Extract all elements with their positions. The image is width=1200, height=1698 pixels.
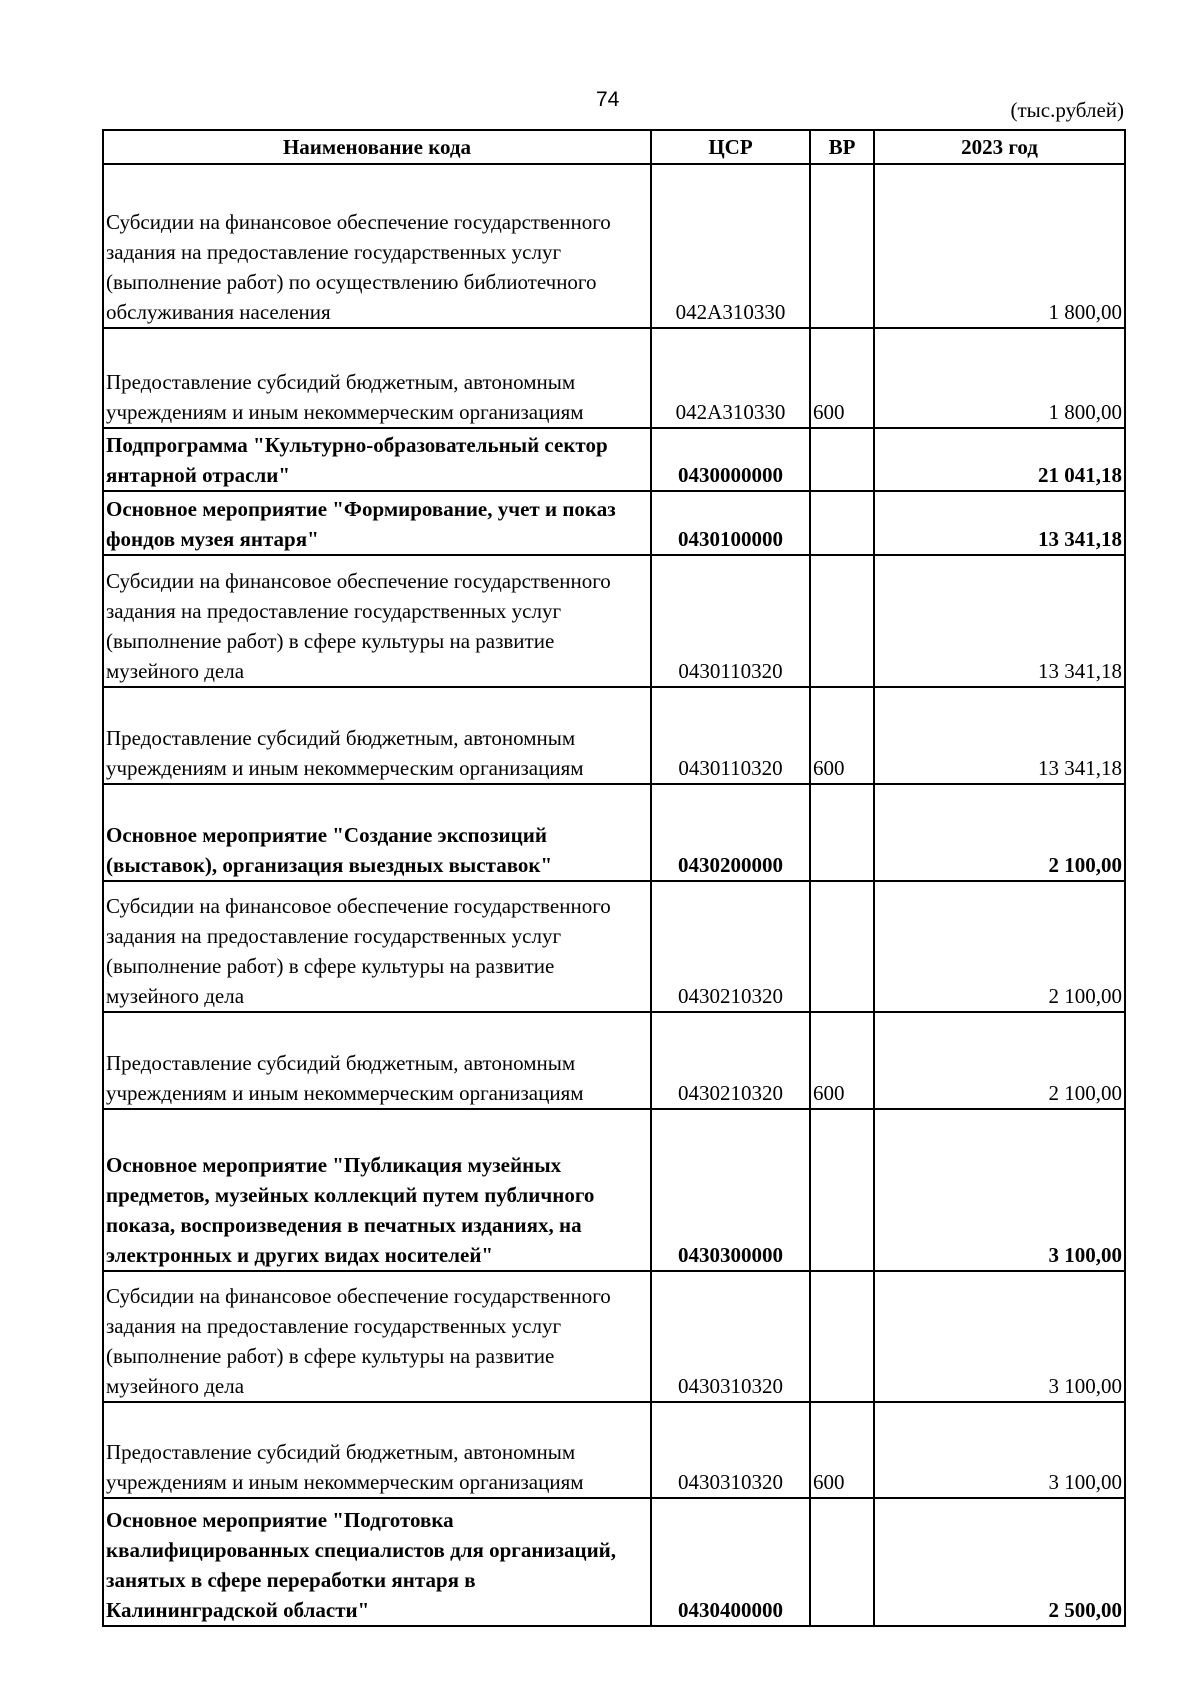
row-csr: 0430100000 <box>651 491 810 555</box>
row-amount: 2 100,00 <box>874 881 1125 1012</box>
header-vr: ВР <box>810 130 874 164</box>
table-row <box>103 687 1125 784</box>
row-csr: 0430210320 <box>651 881 810 1012</box>
row-name: Подпрограмма "Культурно-образовательный сектор янтарной отрасли" <box>103 428 651 491</box>
table-row <box>103 881 1125 1012</box>
row-vr <box>810 491 874 555</box>
row-name: Предоставление субсидий бюджетным, автономным учреждениям и иным некоммерческим организациям <box>103 687 651 784</box>
row-amount: 3 100,00 <box>874 1109 1125 1271</box>
row-name: Субсидии на финансовое обеспечение государственного задания на предоставление государственных услуг (выполнение работ) по осуществлению библиотечного обслуживания населения <box>103 164 651 328</box>
row-csr: 042А310330 <box>651 328 810 428</box>
header-csr: ЦСР <box>651 130 810 164</box>
row-csr: 042А310330 <box>651 164 810 328</box>
row-name: Основное мероприятие "Формирование, учет и показ фондов музея янтаря" <box>103 491 651 555</box>
row-vr: 600 <box>810 687 874 784</box>
row-name: Основное мероприятие "Подготовка квалифицированных специалистов для организаций, занятых в сфере переработки янтаря в Калининградской области" <box>103 1498 651 1626</box>
table-row <box>103 555 1125 687</box>
row-amount: 1 800,00 <box>874 164 1125 328</box>
row-amount: 2 500,00 <box>874 1498 1125 1626</box>
row-vr <box>810 881 874 1012</box>
row-amount: 1 800,00 <box>874 328 1125 428</box>
row-name: Основное мероприятие "Публикация музейных предметов, музейных коллекций путем публичного показа, воспроизведения в печатных изданиях, на электронных и других видах носителей" <box>103 1109 651 1271</box>
row-vr <box>810 1109 874 1271</box>
table-header-row <box>103 130 1125 164</box>
row-amount: 13 341,18 <box>874 687 1125 784</box>
row-vr <box>810 1271 874 1402</box>
table-row <box>103 1271 1125 1402</box>
row-csr: 0430110320 <box>651 687 810 784</box>
row-vr <box>810 164 874 328</box>
row-amount: 2 100,00 <box>874 1012 1125 1109</box>
row-name: Субсидии на финансовое обеспечение государственного задания на предоставление государственных услуг (выполнение работ) в сфере культуры на развитие музейного дела <box>103 881 651 1012</box>
row-vr <box>810 784 874 881</box>
table-row <box>103 428 1125 491</box>
row-name: Предоставление субсидий бюджетным, автономным учреждениям и иным некоммерческим организациям <box>103 328 651 428</box>
table-row <box>103 1402 1125 1498</box>
row-amount: 2 100,00 <box>874 784 1125 881</box>
budget-table <box>102 129 1126 1627</box>
row-vr: 600 <box>810 1012 874 1109</box>
row-csr: 0430000000 <box>651 428 810 491</box>
table-row <box>103 1498 1125 1626</box>
units-label: (тыс.рублей) <box>1010 98 1124 122</box>
row-csr: 0430400000 <box>651 1498 810 1626</box>
row-name: Предоставление субсидий бюджетным, автономным учреждениям и иным некоммерческим организациям <box>103 1402 651 1498</box>
row-vr: 600 <box>810 1402 874 1498</box>
row-csr: 0430310320 <box>651 1402 810 1498</box>
row-name: Субсидии на финансовое обеспечение государственного задания на предоставление государственных услуг (выполнение работ) в сфере культуры на развитие музейного дела <box>103 555 651 687</box>
row-amount: 13 341,18 <box>874 491 1125 555</box>
row-csr: 0430210320 <box>651 1012 810 1109</box>
row-vr: 600 <box>810 328 874 428</box>
row-csr: 0430200000 <box>651 784 810 881</box>
table-row <box>103 491 1125 555</box>
row-amount: 21 041,18 <box>874 428 1125 491</box>
row-name: Предоставление субсидий бюджетным, автономным учреждениям и иным некоммерческим организациям <box>103 1012 651 1109</box>
row-amount: 13 341,18 <box>874 555 1125 687</box>
row-csr: 0430110320 <box>651 555 810 687</box>
header-name: Наименование кода <box>103 130 651 164</box>
row-csr: 0430310320 <box>651 1271 810 1402</box>
row-csr: 0430300000 <box>651 1109 810 1271</box>
header-amount: 2023 год <box>874 130 1125 164</box>
row-vr <box>810 555 874 687</box>
row-vr <box>810 428 874 491</box>
row-vr <box>810 1498 874 1626</box>
row-name: Субсидии на финансовое обеспечение государственного задания на предоставление государственных услуг (выполнение работ) в сфере культуры на развитие музейного дела <box>103 1271 651 1402</box>
table-row <box>103 784 1125 881</box>
table-row <box>103 328 1125 428</box>
table-row <box>103 1109 1125 1271</box>
row-amount: 3 100,00 <box>874 1402 1125 1498</box>
table-row <box>103 1012 1125 1109</box>
table-row <box>103 164 1125 328</box>
page-number: 74 <box>596 88 620 111</box>
row-amount: 3 100,00 <box>874 1271 1125 1402</box>
row-name: Основное мероприятие "Создание экспозиций (выставок), организация выездных выставок" <box>103 784 651 881</box>
